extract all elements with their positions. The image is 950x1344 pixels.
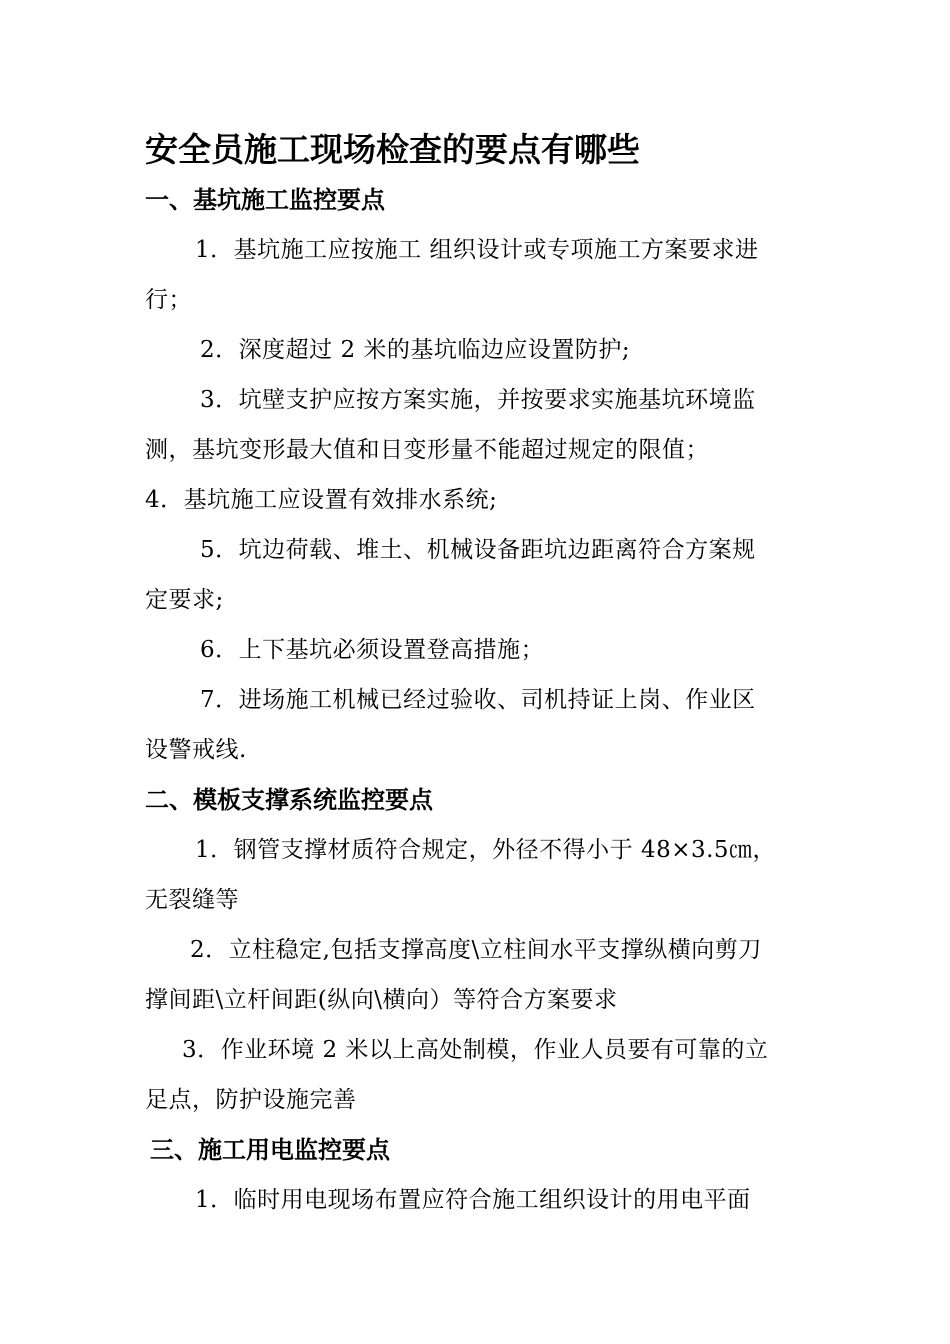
document-title: 安全员施工现场检查的要点有哪些 [145, 130, 640, 169]
paragraph-line: 2．深度超过 2 米的基坑临边应设置防护; [200, 337, 631, 363]
paragraph-line: 1．临时用电现场布置应符合施工组织设计的用电平面 [195, 1187, 751, 1213]
paragraph-line: 测，基坑变形最大值和日变形量不能超过规定的限值； [145, 437, 709, 463]
paragraph-line: 1．基坑施工应按施工 组织设计或专项施工方案要求进 [195, 237, 759, 263]
paragraph-line: 设警戒线. [145, 737, 247, 763]
section-heading-formwork: 二、模板支撑系统监控要点 [145, 785, 433, 814]
paragraph-line: 3．坑壁支护应按方案实施，并按要求实施基坑环境监 [200, 387, 756, 413]
paragraph-line: 3．作业环境 2 米以上高处制模，作业人员要有可靠的立 [182, 1037, 769, 1063]
paragraph-line: 无裂缝等 [145, 887, 239, 913]
paragraph-line: 5．坑边荷载、堆土、机械设备距坑边距离符合方案规 [200, 537, 756, 563]
paragraph-line: 定要求; [145, 587, 224, 613]
section-heading-foundation-pit: 一、基坑施工监控要点 [145, 185, 385, 214]
paragraph-line: 足点，防护设施完善 [145, 1087, 357, 1113]
paragraph-line: 7．进场施工机械已经过验收、司机持证上岗、作业区 [200, 687, 756, 713]
paragraph-line: 行； [145, 287, 192, 313]
section-heading-electricity: 三、施工用电监控要点 [150, 1135, 390, 1164]
paragraph-line: 2．立柱稳定,包括支撑高度\立柱间水平支撑纵横向剪刀 [190, 937, 762, 963]
paragraph-line: 6．上下基坑必须设置登高措施； [200, 637, 545, 663]
paragraph-line: 撑间距\立杆间距(纵向\横向）等符合方案要求 [145, 987, 618, 1013]
paragraph-line: 1．钢管支撑材质符合规定，外径不得小于 48×3.5㎝， [195, 837, 777, 863]
paragraph-line: 4．基坑施工应设置有效排水系统; [145, 487, 498, 513]
